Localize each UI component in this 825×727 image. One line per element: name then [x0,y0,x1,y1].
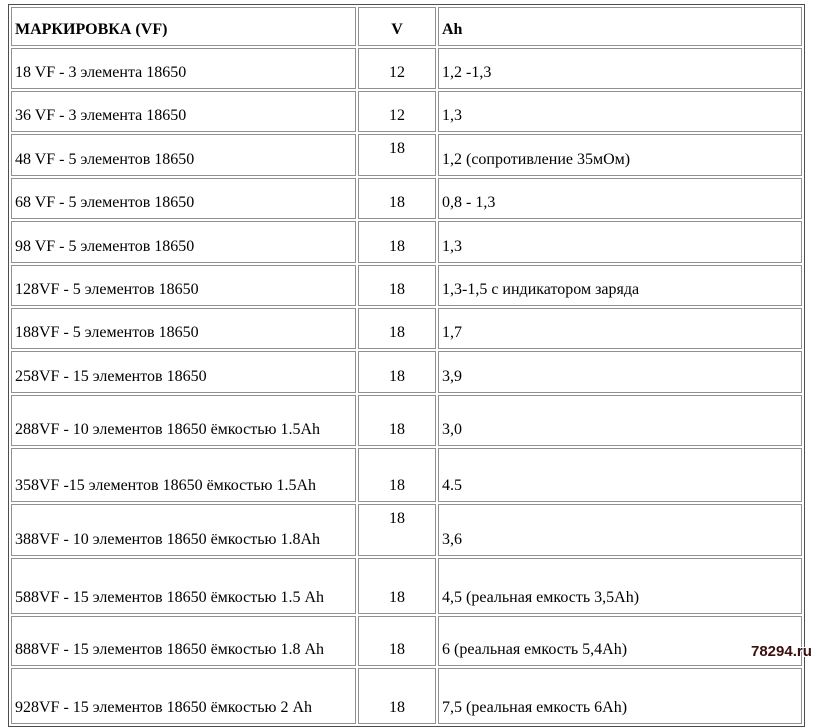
table-row [11,351,802,393]
table-row [11,668,802,724]
cell-ah: 1,3-1,5 с индикатором заряда [438,265,802,306]
markings-table [8,4,805,727]
cell-marking: 588VF - 15 элементов 18650 ёмкостью 1.5 Ah [11,558,356,614]
table-row [11,265,802,306]
cell-marking: 258VF - 15 элементов 18650 [11,351,356,393]
table-row [11,448,802,502]
cell-ah: 7,5 (реальная емкость 6Ah) [438,668,802,724]
table-row [11,504,802,556]
cell-marking: 358VF -15 элементов 18650 ёмкостью 1.5Ah [11,448,356,502]
cell-ah: 1,3 [438,91,802,132]
cell-v: 18 [358,134,436,176]
cell-v: 18 [358,558,436,614]
cell-ah: 1,7 [438,308,802,349]
cell-ah: 1,2 (сопротивление 35мОм) [438,134,802,176]
header-cell-marking: МАРКИРОВКА (VF) [11,7,356,46]
header-cell-ah: Ah [438,7,802,46]
table-row [11,308,802,349]
cell-marking: 388VF - 10 элементов 18650 ёмкостью 1.8Ah [11,504,356,556]
cell-v: 18 [358,265,436,306]
cell-ah: 4,5 (реальная емкость 3,5Ah) [438,558,802,614]
cell-ah: 1,2 -1,3 [438,48,802,89]
table-row [11,91,802,132]
watermark: 78294.ru [751,643,812,660]
table-row [11,221,802,263]
cell-marking: 888VF - 15 элементов 18650 ёмкостью 1.8 Ah [11,616,356,666]
table-row [11,178,802,219]
cell-ah: 3,6 [438,504,802,556]
cell-marking: 48 VF - 5 элементов 18650 [11,134,356,176]
cell-v: 18 [358,395,436,446]
cell-ah: 3,9 [438,351,802,393]
cell-marking: 68 VF - 5 элементов 18650 [11,178,356,219]
cell-marking: 128VF - 5 элементов 18650 [11,265,356,306]
cell-v: 18 [358,178,436,219]
cell-v: 18 [358,308,436,349]
cell-v: 18 [358,504,436,556]
cell-ah: 1,3 [438,221,802,263]
table-row [11,395,802,446]
cell-marking: 98 VF - 5 элементов 18650 [11,221,356,263]
cell-v: 18 [358,221,436,263]
cell-ah: 4.5 [438,448,802,502]
cell-marking: 18 VF - 3 элемента 18650 [11,48,356,89]
cell-marking: 928VF - 15 элементов 18650 ёмкостью 2 Ah [11,668,356,724]
cell-v: 12 [358,48,436,89]
table-body [11,48,802,724]
table-header-row [11,7,802,46]
table-row [11,616,802,666]
header-cell-v: V [358,7,436,46]
table-row [11,48,802,89]
cell-v: 18 [358,668,436,724]
cell-marking: 288VF - 10 элементов 18650 ёмкостью 1.5Ah [11,395,356,446]
cell-ah: 0,8 - 1,3 [438,178,802,219]
cell-v: 18 [358,616,436,666]
cell-ah: 3,0 [438,395,802,446]
table-row [11,134,802,176]
cell-ah: 6 (реальная емкость 5,4Ah) [438,616,802,666]
cell-v: 12 [358,91,436,132]
table-row [11,558,802,614]
cell-marking: 188VF - 5 элементов 18650 [11,308,356,349]
cell-v: 18 [358,448,436,502]
cell-marking: 36 VF - 3 элемента 18650 [11,91,356,132]
cell-v: 18 [358,351,436,393]
